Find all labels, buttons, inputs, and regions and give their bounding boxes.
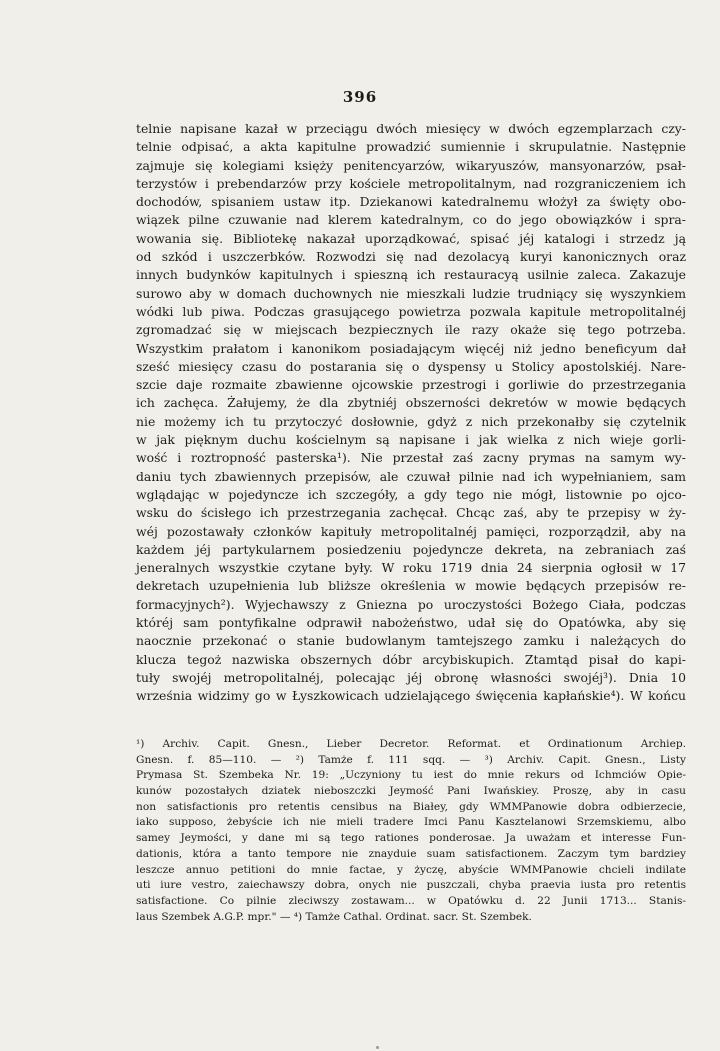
body-line: szcie daje rozmaite zbawienne ojcowskie przestrogi i gorliwie do przestrzegania: [136, 377, 686, 393]
footnote-line: ¹) Archiv. Capit. Gnesn., Lieber Decretor. Reformat. et Ordinationum Archiep.: [136, 738, 686, 750]
footnotes: [136, 737, 686, 925]
footnote-line: kunów pozostałych dziatek nieboszczki Jeymość Pani Iwańskiey. Proszę, aby in casu: [136, 785, 686, 798]
footnote-line: Prymasa St. Szembeka Nr. 19: „Uczyniony tu iest do mnie rekurs od Ichmciów Opie-: [136, 769, 686, 782]
body-line: wéj pozostawały członków kapituły metropolitalnéj pamięci, rozporządził, aby na: [136, 523, 686, 539]
body-text: [136, 120, 686, 706]
body-line: telnie odpisać, a akta kapitulne prowadzić sumiennie i skrupulatnie. Następnie: [136, 139, 686, 155]
body-line: w jak pięknym duchu kościelnym są napisane i jak wielka z nich wieje gorli-: [136, 432, 686, 448]
body-line: wiązek pilne czuwanie nad klerem katedralnym, co do jego obowiązków i spra-: [136, 212, 686, 228]
footnote-line: laus Szembek A.G.P. mpr." — ⁴) Tamże Cathal. Ordinat. sacr. St. Szembek.: [136, 910, 532, 923]
body-line: nie możemy ich tu przytoczyć dosłownie, gdyż z nich przekonałby się czytelnik: [136, 413, 686, 429]
body-line: któréj sam pontyfikalne odprawił nabożeństwo, udał się do Opatówka, aby się: [136, 615, 686, 631]
body-line: Wszystkim prałatom i kanonikom posiadającym więcéj niż jedno beneficyum dał: [136, 340, 686, 356]
body-line: każdem jéj partykularnem posiedzeniu pojedyncze dekreta, na zebraniach zaś: [136, 541, 686, 557]
body-line: innych budynków kapitulnych i spieszną ich restauracyą usilnie zaleca. Zakazuje: [136, 267, 686, 283]
page-speck: [376, 1046, 379, 1049]
body-line: naocznie przekonać o stanie budowlanym tamtejszego zamku i należących do: [136, 633, 686, 649]
body-line: dochodów, spisaniem ustaw itp. Dziekanowi katedralnemu włożył za święty obo-: [136, 194, 686, 210]
body-line: telnie napisane kazał w przeciągu dwóch miesięcy w dwóch egzemplarzach czy-: [136, 121, 686, 136]
body-line: zgromadzać się w miejscach bezpiecznych ile razy okaże się tego potrzeba.: [136, 322, 686, 338]
body-line: od szkód i uszczerbków. Rozwodzi się nad dezolacyą kuryi kanonicznych oraz: [136, 249, 686, 265]
footnote-line: dationis, która a tanto tempore nie znayduie suam satisfactionem. Zaczym tym bardziey: [136, 847, 686, 860]
body-line: wódki lub piwa. Podczas grasującego powietrza pozwala kapitule metropolitalnéj: [136, 303, 686, 319]
page-number: 396: [342, 88, 378, 106]
body-line: zajmuje się kolegiami księży penitencyarzów, wikaryuszów, mansyonarzów, psał-: [136, 157, 686, 173]
footnote-line: leszcze annuo petitioni do mnie factae, y życzę, abyście WMMPanowie chcieli indilate: [136, 863, 686, 876]
body-line: ich zachęca. Żałujemy, że dla zbytniéj obszerności dekretów w mowie będących: [136, 395, 686, 411]
footnote-line: non satisfactionis pro retentis censibus na Białey, gdy WMMPanowie dobra odbierzecie,: [136, 800, 686, 813]
footnote-line: satisfactione. Co pilnie zleciwszy zostawam... w Opatówku d. 22 Junii 1713... Stanis-: [136, 894, 686, 907]
body-line: dekretach uzupełnienia lub bliższe określenia w mowie będących przepisów re-: [136, 578, 686, 594]
body-line: wość i roztropność pasterska¹). Nie przestał zaś zacny prymas na samym wy-: [136, 450, 686, 466]
body-line: września widzimy go w Łyszkowicach udzielającego święcenia kapłańskie⁴). W końcu: [136, 688, 686, 704]
body-line: wsku do ścisłego ich przestrzegania zachęcał. Chcąc zaś, aby te przepisy w ży-: [136, 505, 686, 521]
footnote-line: Gnesn. f. 85—110. — ²) Tamże f. 111 sqq. — ³) Archiv. Capit. Gnesn., Listy: [136, 753, 686, 766]
footnote-line: samey Jeymości, y dane mi są tego rationes ponderosae. Ja uważam et interesse Fun-: [136, 832, 686, 845]
body-line: tuły swojéj metropolitalnéj, polecając jéj obronę własności swojéj³). Dnia 10: [136, 669, 686, 685]
footnote-line: uti iure vestro, zaiechawszy dobra, onych nie puszczali, chyba praevia iusta pro retentis: [136, 879, 686, 892]
body-line: wglądając w pojedyncze ich szczegóły, a gdy tego nie mógł, listownie po ojco-: [136, 486, 686, 502]
body-line: surowo aby w domach duchownych nie mieszkali ludzie trudniący się wyszynkiem: [136, 285, 686, 301]
body-line: klucza tegoż nazwiska obszernych dóbr arcybiskupich. Ztamtąd pisał do kapi-: [136, 651, 686, 667]
body-line: sześć miesięcy czasu do postarania się o dyspensy u Stolicy apostolskiéj. Nare-: [136, 358, 686, 374]
body-line: wowania się. Bibliotekę nakazał uporządkować, spisać jéj katalogi i strzedz ją: [136, 230, 686, 246]
body-line: jeneralnych wszystkie czytane były. W roku 1719 dnia 24 sierpnia ogłosił w 17: [136, 560, 686, 576]
footnote-line: iako supposo, żebyście ich nie mieli tradere Imci Panu Kasztelanowi Srzemskiemu, albo: [136, 816, 686, 829]
body-line: formacyjnych²). Wyjechawszy z Gniezna po uroczystości Bożego Ciała, podczas: [136, 596, 686, 612]
body-line: daniu tych zbawiennych przepisów, ale czuwał pilnie nad ich wypełnianiem, sam: [136, 468, 686, 484]
body-line: terzystów i prebendarzów przy kościele metropolitalnym, nad rozgraniczeniem ich: [136, 175, 686, 191]
